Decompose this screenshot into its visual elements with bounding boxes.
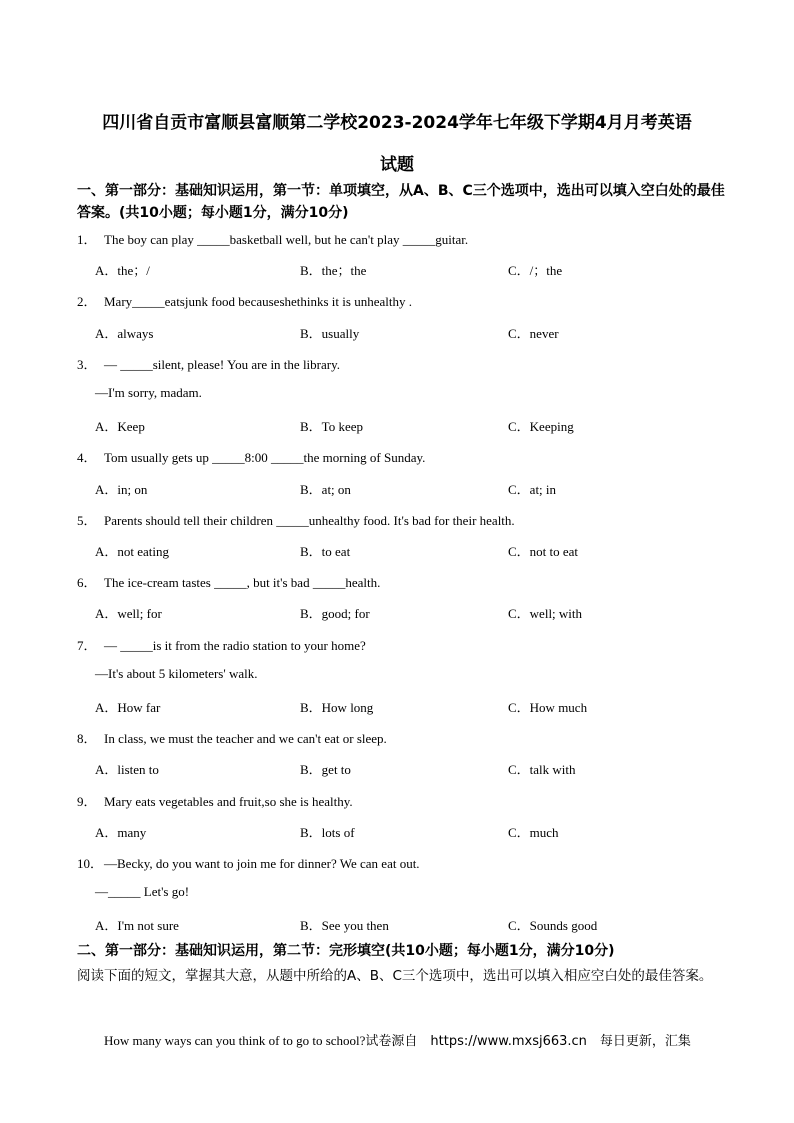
option-c: C．at; in [508,481,557,497]
question-stem [77,635,366,654]
option-b: B．How long [300,700,374,715]
option-a: A．not eating [95,544,170,559]
question-number: 7． [77,637,97,653]
question-stem [77,447,425,466]
question-text: Tom usually gets up _____8:00 _____the morning of Sunday. [104,450,426,466]
question-dialogue-line [95,385,202,401]
question-number: 8． [77,731,97,747]
option-a: A．I'm not sure [95,918,179,934]
question-text: —It's about 5 kilometers' walk. [95,665,258,681]
option-b: B．at; on [300,481,351,497]
option-b: B．to eat [300,544,351,559]
section-2-instructions: 阅读下面的短文，掌握其大意，从题中所给的A、B、C三个选项中，选出可以填入相应空白处的最佳答案。 [77,967,713,984]
option-c: C．Keeping [508,419,574,435]
question-text: In class, we must the teacher and we can't eat or sleep. [104,731,387,747]
question-number: 3． [77,356,97,372]
question-number: 2． [77,294,97,310]
question-number: 1． [77,232,97,247]
question-text: Mary_____eatsjunk food becauseshethinks it is unhealthy . [104,294,412,310]
option-b: B．To keep [300,419,363,435]
question-text: Mary eats vegetables and fruit,so she is healthy. [104,793,353,809]
question-stem [77,853,420,872]
passage-text: How many ways can you think of to go to school? [104,1033,366,1048]
question-text: —_____ Let's go! [95,884,190,900]
option-a: A．many [95,824,147,840]
question-number: 10． [77,856,104,871]
question-text: —I'm sorry, madam. [95,385,202,400]
question-stem [77,728,387,747]
option-b: B．get to [300,762,351,778]
question-text: — _____silent, please! You are in the library. [104,356,340,372]
option-c: C．never [508,325,559,341]
option-c: C．How much [508,700,588,715]
question-text: — _____is it from the radio station to your home? [104,637,366,653]
section-2-heading: 二、第一部分：基础知识运用，第二节：完形填空(共10小题；每小题1分，满分10分) [77,942,615,959]
option-c: C．Sounds good [508,918,598,934]
option-b: B．good; for [300,606,370,622]
question-text: The boy can play _____basketball well, but he can't play _____guitar. [104,232,469,247]
question-stem [77,354,340,373]
question-dialogue-line [95,666,257,682]
question-stem [77,291,412,310]
option-a: A．well; for [95,606,162,622]
option-c: C．talk with [508,762,576,778]
option-a: A．listen to [95,762,159,778]
option-b: B．lots of [300,824,355,840]
option-a: A．always [95,325,154,341]
question-number: 9． [77,793,97,809]
question-dialogue-line [95,884,189,900]
page-title-continued: 试题 [380,155,414,175]
option-c: C．/；the [508,263,563,279]
section-1-heading: 一、第一部分：基础知识运用，第一节：单项填空，从A、B、C三个选项中，选出可以填入空白处的最佳答案。(共10小题；每小题1分，满分10分) [77,183,725,221]
option-b: B．the；the [300,263,367,279]
question-number: 4． [77,450,97,466]
option-a: A．Keep [95,419,145,435]
question-text: The ice-cream tastes _____, but it's bad _____health. [104,575,381,591]
question-number: 6． [77,575,97,591]
option-a: A．How far [95,700,161,715]
question-text: —Becky, do you want to join me for dinner? We can eat out. [104,856,420,871]
page-title: 四川省自贡市富顺县富顺第二学校2023-2024学年七年级下学期4月月考英语 [102,113,692,133]
question-stem [77,791,353,810]
passage-first-line [104,1030,691,1049]
option-c: C．much [508,824,559,840]
question-stem [77,229,468,248]
option-c: C．not to eat [508,544,579,559]
watermark-text: 试卷源自 https://www.mxsj663.cn 每日更新，汇集 [365,1034,691,1049]
option-a: A．the；/ [95,263,150,279]
option-b: B．usually [300,325,360,341]
question-text: Parents should tell their children _____unhealthy food. It's bad for their health. [104,512,515,528]
option-a: A．in; on [95,481,148,497]
option-c: C．well; with [508,606,583,622]
question-number: 5． [77,512,97,528]
question-stem [77,510,515,529]
question-stem [77,572,380,591]
option-b: B．See you then [300,918,389,934]
